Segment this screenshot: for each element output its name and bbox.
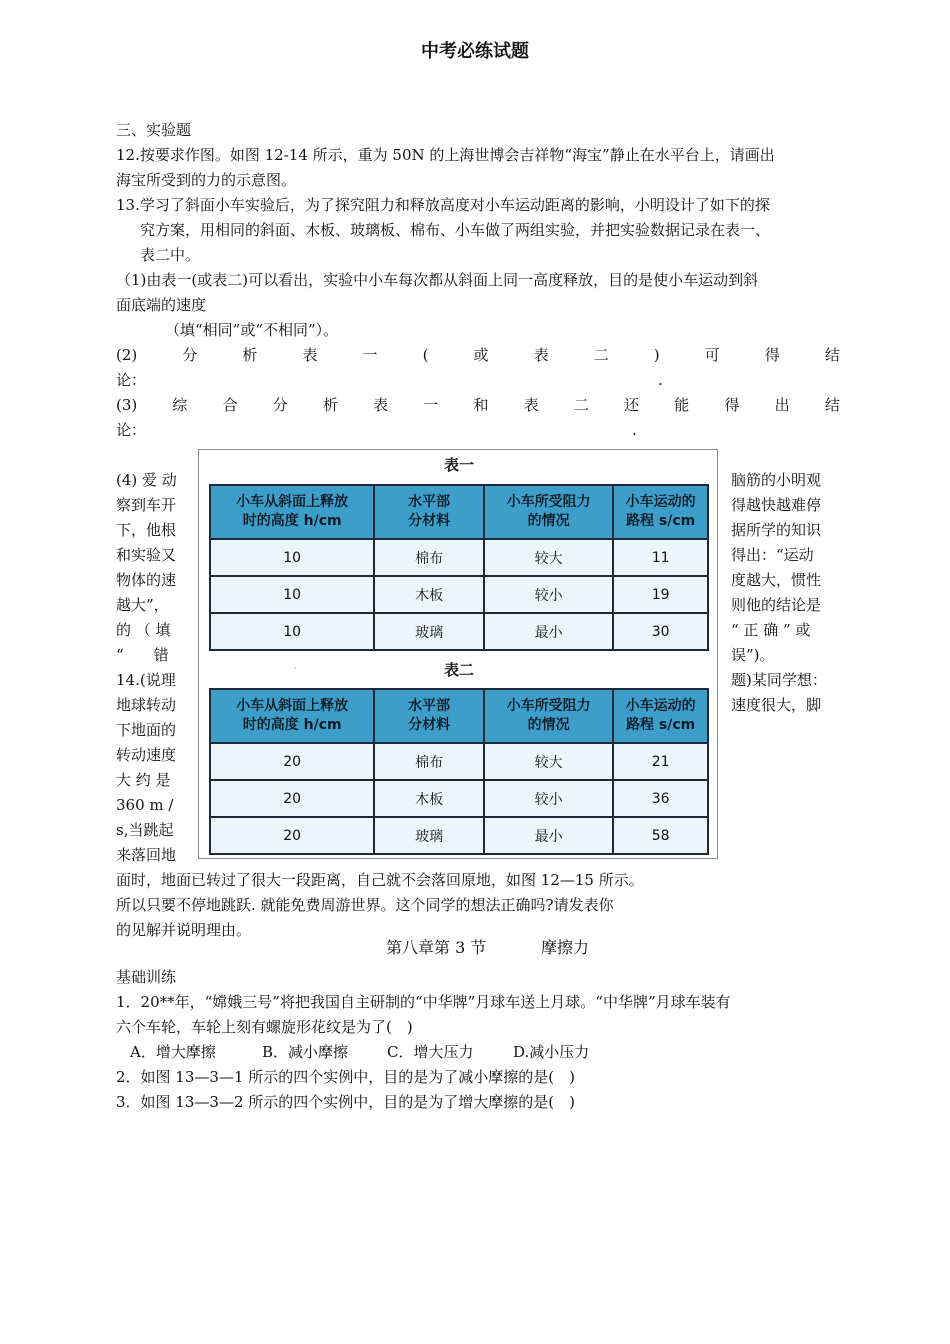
q14-tail-line-1: 面时，地面已转过了很大一段距离，自己就不会落回原地，如图 12—15 所示。 [116, 871, 644, 889]
table-row [210, 743, 708, 780]
wrap-left-line: 的 （ 填 [116, 621, 171, 639]
table-header-cell: 小车运动的 路程 s/cm [613, 485, 708, 539]
table-cell: 玻璃 [374, 613, 484, 650]
mc3-line: 3．如图 13—3—2 所示的四个实例中，目的是为了增大摩擦的是( ) [116, 1093, 575, 1111]
data-table-1 [209, 484, 709, 651]
table-cell: 较小 [484, 576, 613, 613]
page-title: 中考必练试题 [421, 41, 529, 62]
wrap-right-line: 得出：“运动 [731, 546, 814, 564]
table-header-cell: 小车所受阻力 的情况 [484, 689, 613, 743]
table-cell: 木板 [374, 780, 484, 817]
table-cell: 玻璃 [374, 817, 484, 854]
table-row [210, 576, 708, 613]
table-cell: 较大 [484, 743, 613, 780]
mc2-line: 2．如图 13—3—1 所示的四个实例中，目的是为了减小摩擦的是( ) [116, 1068, 575, 1086]
q13-line-2: 究方案，用相同的斜面、木板、玻璃板、棉布、小车做了两组实验，并把实验数据记录在表一、 [140, 221, 771, 239]
table-cell: 20 [210, 817, 374, 854]
wrap-left-line: 下，他根 [116, 521, 177, 539]
mc1-line-1: 1．20**年，“嫦娥三号”将把我国自主研制的“中华牌”月球车送上月球。“中华牌”月球车装有 [116, 993, 731, 1011]
table-row [210, 780, 708, 817]
wrap-right-line: 速度很大，脚 [731, 696, 822, 714]
table-cell: 棉布 [374, 539, 484, 576]
q13-p3-end: . [632, 421, 637, 439]
table-cell: 36 [613, 780, 708, 817]
table-cell: 棉布 [374, 743, 484, 780]
mc1-option-a: A．增大摩擦 [130, 1043, 216, 1061]
wrap-left-line: 转动速度 [116, 746, 177, 764]
q13-p1-line-1: （1)由表一(或表二)可以看出，实验中小车每次都从斜面上同一高度释放，目的是使小车运动到斜 [116, 271, 759, 289]
table-row [210, 539, 708, 576]
wrap-left-line: 360 m / [116, 796, 174, 814]
table-cell: 最小 [484, 817, 613, 854]
table-cell: 较小 [484, 780, 613, 817]
table-row [210, 817, 708, 854]
q12-line-2: 海宝所受到的力的示意图。 [116, 171, 297, 189]
wrap-right-line: 得越快越难停 [731, 496, 822, 514]
wrap-left-line: 物体的速 [116, 571, 177, 589]
table-cell: 20 [210, 780, 374, 817]
wrap-left-line: 和实验又 [116, 546, 177, 564]
q13-p2-line-1: (2) 分 析 表 一 ( 或 表 二 ) 可 得 结 [116, 346, 840, 364]
section-title: 三、实验题 [116, 121, 192, 139]
table-header-row [210, 689, 708, 743]
wrap-left-line: 大 约 是 [116, 771, 171, 789]
wrap-right-line: 据所学的知识 [731, 521, 822, 539]
table-cell: 58 [613, 817, 708, 854]
table-header-cell: 水平部 分材料 [374, 485, 484, 539]
table-cell: 11 [613, 539, 708, 576]
mc1-option-d: D.减小压力 [513, 1043, 590, 1061]
table-cell: 最小 [484, 613, 613, 650]
wrap-right-line: “ 正 确 ” 或 [731, 621, 811, 639]
q13-p1-line-2: 面底端的速度 [116, 296, 207, 314]
table-header-cell: 小车从斜面上释放 时的高度 h/cm [210, 689, 374, 743]
wrap-right-line: 误”)。 [731, 646, 775, 664]
table-cell: 较大 [484, 539, 613, 576]
table-header-cell: 小车运动的 路程 s/cm [613, 689, 708, 743]
q13-p2-line-2: 论： [116, 371, 147, 389]
q13-line-1: 13.学习了斜面小车实验后，为了探究阻力和释放高度对小车运动距离的影响，小明设计了如下的探 [116, 196, 770, 214]
q14-tail-line-2: 所以只要不停地跳跃. 就能免费周游世界。这个同学的想法正确吗?请发表你 [116, 896, 614, 914]
q13-p1-line-3: （填“相同”或“不相同”）。 [165, 321, 339, 339]
table-cell: 20 [210, 743, 374, 780]
wrap-left-line: 14.(说理 [116, 671, 176, 689]
table-cell: 10 [210, 576, 374, 613]
table-cell: 10 [210, 613, 374, 650]
wrap-left-line: 来落回地 [116, 846, 177, 864]
table-header-cell: 水平部 分材料 [374, 689, 484, 743]
table-cell: 21 [613, 743, 708, 780]
table-cell: 10 [210, 539, 374, 576]
chapter-title: 第八章第 3 节 [386, 938, 487, 957]
experiment-tables-figure [198, 449, 718, 859]
table-cell: 19 [613, 576, 708, 613]
table-2-caption: 表二 [443, 661, 474, 679]
table-1-caption: 表一 [443, 456, 474, 474]
q13-line-3: 表二中。 [140, 246, 201, 264]
table-row [210, 613, 708, 650]
wrap-right-line: 脑筋的小明观 [731, 471, 822, 489]
wrap-right-line: 度越大，惯性 [731, 571, 822, 589]
wrap-left-line: 察到车开 [116, 496, 177, 514]
mc1-line-2: 六个车轮，车轮上刻有螺旋形花纹是为了( ) [116, 1018, 413, 1036]
wrap-left-line: 越大”， [116, 596, 169, 614]
wrap-right-line: 则他的结论是 [731, 596, 822, 614]
q13-p3-line-1: (3) 综 合 分 析 表 一 和 表 二 还 能 得 出 结 [116, 396, 840, 414]
table-cell: 30 [613, 613, 708, 650]
table-header-cell: 小车所受阻力 的情况 [484, 485, 613, 539]
data-table-2 [209, 688, 709, 855]
wrap-right-line: 题)某同学想： [731, 671, 827, 689]
scan-speck: · [294, 664, 297, 673]
wrap-left-line: (4) 爱 动 [116, 471, 177, 489]
table-header-cell: 小车从斜面上释放 时的高度 h/cm [210, 485, 374, 539]
q13-p3-line-2: 论： [116, 421, 147, 439]
wrap-left-line: “ 错 [116, 646, 169, 664]
table-cell: 木板 [374, 576, 484, 613]
wrap-left-line: 下地面的 [116, 721, 177, 739]
wrap-left-line: 地球转动 [116, 696, 177, 714]
q13-p2-end: . [658, 371, 663, 389]
wrap-left-line: s,当跳起 [116, 821, 174, 839]
basic-training-heading: 基础训练 [116, 968, 177, 986]
q12-line-1: 12.按要求作图。如图 12-14 所示，重为 50N 的上海世博会吉祥物“海宝”静止在水平台上，请画出 [116, 146, 775, 164]
chapter-topic: 摩擦力 [541, 938, 590, 957]
q14-tail-line-3: 的见解并说明理由。 [116, 921, 252, 939]
mc1-option-b: B．减小摩擦 [262, 1043, 349, 1061]
table-header-row [210, 485, 708, 539]
mc1-option-c: C．增大压力 [387, 1043, 474, 1061]
